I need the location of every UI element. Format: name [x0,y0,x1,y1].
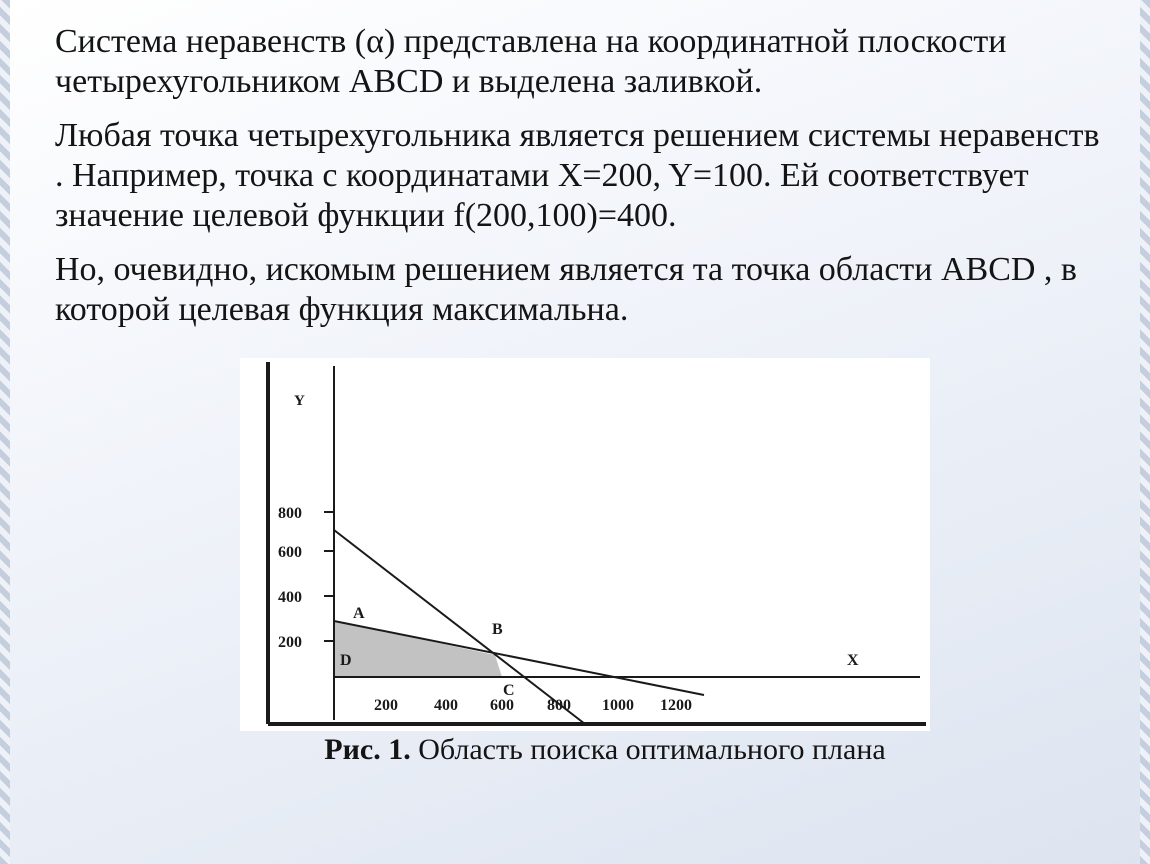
y-axis-label: Y [294,393,305,409]
paragraph-optimal-solution: Но, очевидно, искомым решением является та точка области ABCD , в которой целевая функция максимальна. [55,251,1077,328]
paragraph-system-description: Система неравенств (α) представлена на координатной плоскости четырехугольником ABCD и выделена заливкой. [55,23,1007,100]
y-tick-label-400: 400 [278,589,302,606]
constraint-line-steep [334,530,585,724]
feasible-region-diagram [240,358,930,731]
paragraph-example-point: Любая точка четырехугольника является решением системы неравенств . Например, точка с координатами X=200, Y=100. Ей соответствует значение целевой функции f(200,100)=400. [55,117,1100,234]
caption-figure-number: Рис. 1. [324,733,411,766]
point-label-c: C [503,682,515,699]
x-tick-label-1200: 1200 [660,697,692,714]
x-axis-label: X [847,652,859,669]
x-tick-label-200: 200 [374,697,398,714]
point-label-d: D [340,652,352,669]
y-tick-label-800: 800 [278,505,302,522]
y-tick-label-200: 200 [278,634,302,651]
x-tick-label-800: 800 [547,697,571,714]
slide-text [55,22,1115,344]
figure-caption [0,733,1150,767]
caption-title: Область поиска оптимального плана [410,733,886,766]
x-tick-label-400: 400 [434,697,458,714]
x-tick-label-1000: 1000 [602,697,634,714]
feasible-region-figure [240,358,930,731]
point-label-b: B [492,621,503,638]
y-tick-label-600: 600 [278,544,302,561]
point-label-a: A [353,605,365,622]
x-tick-label-600: 600 [490,697,514,714]
